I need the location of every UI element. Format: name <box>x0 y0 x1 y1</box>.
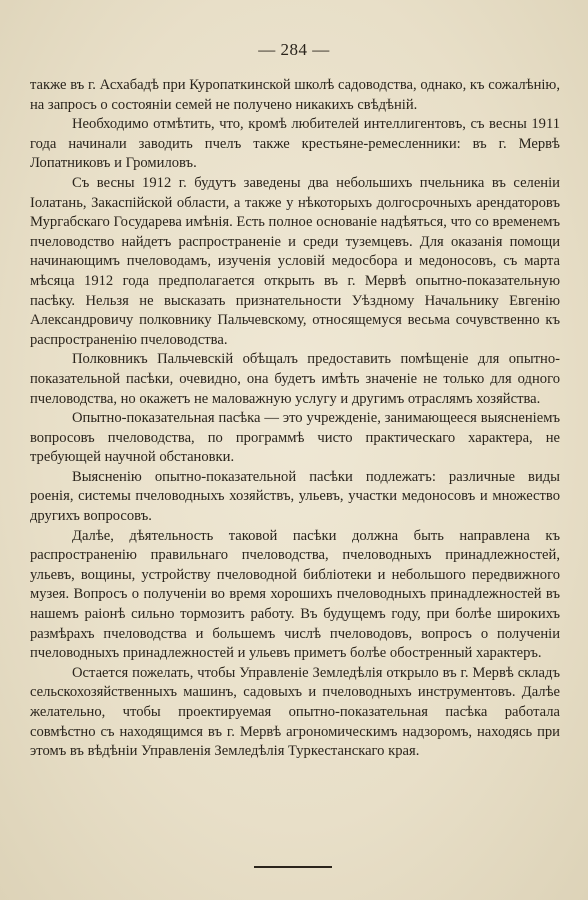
end-rule <box>254 866 332 868</box>
paragraph: Съ весны 1912 г. будутъ заведены два небольшихъ пчельника въ селеніи Іолатань, Закаспійской области, а также у нѣкоторыхъ долгосрочныхъ арендаторовъ Мургабскаго Государева имѣнія. Есть полное основаніе надѣяться, что со временемъ пчеловодство найдетъ распространеніе и среди туземцевъ. Для оказанія помощи начинающимъ пчеловодамъ, изученія условій медосбора и медоносовъ, съ марта мѣсяца 1912 года предполагается открыть въ г. Мервѣ опытно-показательную пасѣку. Нельзя не высказать признательности Уѣздному Начальнику Евгенію Александровичу полковнику Пальчевскому, относящемуся весьма сочувственно къ распространенію пчеловодства. <box>30 174 560 348</box>
page-number: — 284 — <box>258 40 330 59</box>
paragraph-continuation: также въ г. Асхабадѣ при Куропаткинской школѣ садоводства, однако, къ сожалѣнію, на запросъ о состояніи семей не получено никакихъ свѣдѣній. <box>30 77 560 113</box>
paragraph: Далѣе, дѣятельность таковой пасѣки должна быть направлена къ распространенію правильнаго пчеловодства, пчеловодныхъ принадлежностей, ульевъ, вощины, устройству пчеловодной библіотеки и небольшого передвижного музея. Вопросъ о полученіи во время хорошихъ пчеловодныхъ принадлежностей въ нашемъ раіонѣ сильно тормозитъ работу. Въ будущемъ году, при болѣе широкихъ размѣрахъ пчеловодства и большемъ числѣ пчеловодовъ, вопросъ о полученіи пчеловодныхъ принадлежностей и ульевъ приметъ болѣе обостренный характеръ. <box>30 527 560 662</box>
paragraph: Опытно-показательная пасѣка — это учрежденіе, занимающееся выясненіемъ вопросовъ пчеловодства, по программѣ чисто практическаго характера, не требующей научной обстановки. <box>30 410 560 466</box>
paragraph: Выясненію опытно-показательной пасѣки подлежатъ: различные виды роенія, системы пчеловодныхъ хозяйствъ, ульевъ, участки медоносовъ и множество другихъ вопросовъ. <box>30 468 560 525</box>
body-text <box>30 76 560 762</box>
paragraph: Остается пожелать, чтобы Управленіе Земледѣлія открыло въ г. Мервѣ складъ сельскохозяйственныхъ машинъ, садовыхъ и пчеловодныхъ инструментовъ. Далѣе желательно, чтобы проектируемая опытно-показательная пасѣка работала совмѣстно съ находящимся въ г. Мервѣ агрономическимъ надзоромъ, находясь при этомъ въ вѣдѣніи Управленія Земледѣлія Туркестанскаго края. <box>30 664 560 760</box>
paragraph: Полковникъ Пальчевскій обѣщалъ предоставить помѣщеніе для опытно-показательной пасѣки, очевидно, она будетъ имѣть значеніе не только для одного пчеловодства, но окажетъ не маловажную услугу и другимъ отраслямъ хозяйства. <box>30 351 560 407</box>
paragraph: Необходимо отмѣтить, что, кромѣ любителей интеллигентовъ, съ весны 1911 года начинали заводить пчелъ также крестьяне-ремесленники: въ г. Мервѣ Лопатниковъ и Громиловъ. <box>30 116 560 172</box>
